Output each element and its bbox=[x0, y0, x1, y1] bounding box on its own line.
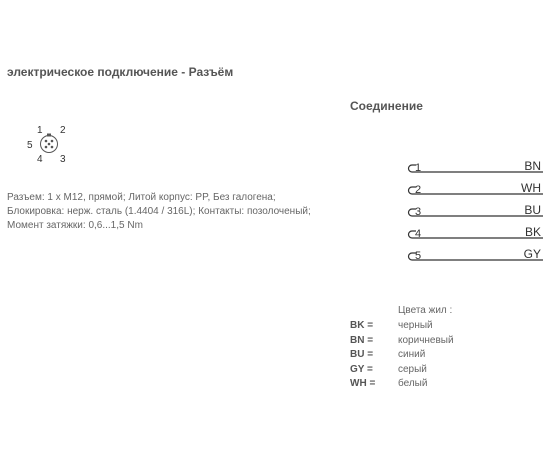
wire-row-1 bbox=[409, 159, 544, 174]
pin-dot-3 bbox=[51, 146, 54, 149]
pin-dot-5 bbox=[48, 143, 51, 146]
legend-code: BK = bbox=[350, 320, 374, 331]
legend-row bbox=[350, 319, 454, 334]
legend-color-name: коричневый bbox=[398, 334, 454, 346]
legend-row bbox=[350, 334, 454, 349]
wire-code-5: GY bbox=[523, 247, 541, 261]
wire-number-5: 5 bbox=[415, 250, 422, 262]
wire-row-4 bbox=[409, 225, 544, 240]
legend-row bbox=[350, 377, 454, 392]
wire-number-3: 3 bbox=[415, 206, 422, 218]
color-legend bbox=[350, 319, 454, 392]
wire-code-3: BU bbox=[524, 203, 541, 217]
section-title: электрическое подключение - Разъём bbox=[7, 65, 234, 79]
wire-number-4: 4 bbox=[415, 228, 422, 240]
connector-key bbox=[47, 134, 51, 137]
pin-label-1: 1 bbox=[37, 125, 43, 136]
pin-dot-1 bbox=[45, 140, 48, 143]
wire-code-4: BK bbox=[524, 225, 541, 239]
legend-title: Цвета жил : bbox=[398, 305, 453, 316]
wire-code-1: BN bbox=[524, 159, 541, 173]
pin-label-2: 2 bbox=[60, 125, 66, 136]
legend-color-name: серый bbox=[398, 363, 427, 375]
pin-label-4: 4 bbox=[37, 154, 43, 165]
wire-row-5 bbox=[409, 247, 544, 262]
pin-label-5: 5 bbox=[27, 140, 33, 151]
legend-color-name: синий bbox=[398, 349, 426, 360]
pin-dot-4 bbox=[45, 146, 48, 149]
legend-code: WH = bbox=[350, 378, 376, 389]
wire-code-2: WH bbox=[521, 181, 541, 195]
legend-code: BN = bbox=[350, 334, 374, 346]
pin-label-3: 3 bbox=[60, 154, 66, 165]
connector-description: Разъем: 1 x M12, прямой; Литой корпус: PP, Без галогена; Блокировка: нерж. сталь (1.4404 / 316L); Контакты: позолоченый; Момент затяжки: 0,6...1,5 Nm bbox=[7, 192, 311, 231]
connection-heading: Соединение bbox=[350, 99, 423, 113]
wire-number-2: 2 bbox=[415, 184, 422, 196]
m12-pin-diagram bbox=[20, 118, 80, 170]
legend-code: BU = bbox=[350, 349, 374, 360]
wire-row-2 bbox=[409, 181, 544, 196]
wire-number-1: 1 bbox=[415, 162, 422, 174]
legend-row bbox=[350, 348, 454, 363]
legend-color-name: белый bbox=[398, 378, 428, 389]
legend-code: GY = bbox=[350, 363, 373, 375]
legend-color-name: черный bbox=[398, 320, 433, 331]
wire-row-3 bbox=[409, 203, 544, 218]
wire-diagram bbox=[395, 155, 547, 275]
legend-row bbox=[350, 363, 454, 378]
pin-dot-2 bbox=[51, 140, 54, 143]
